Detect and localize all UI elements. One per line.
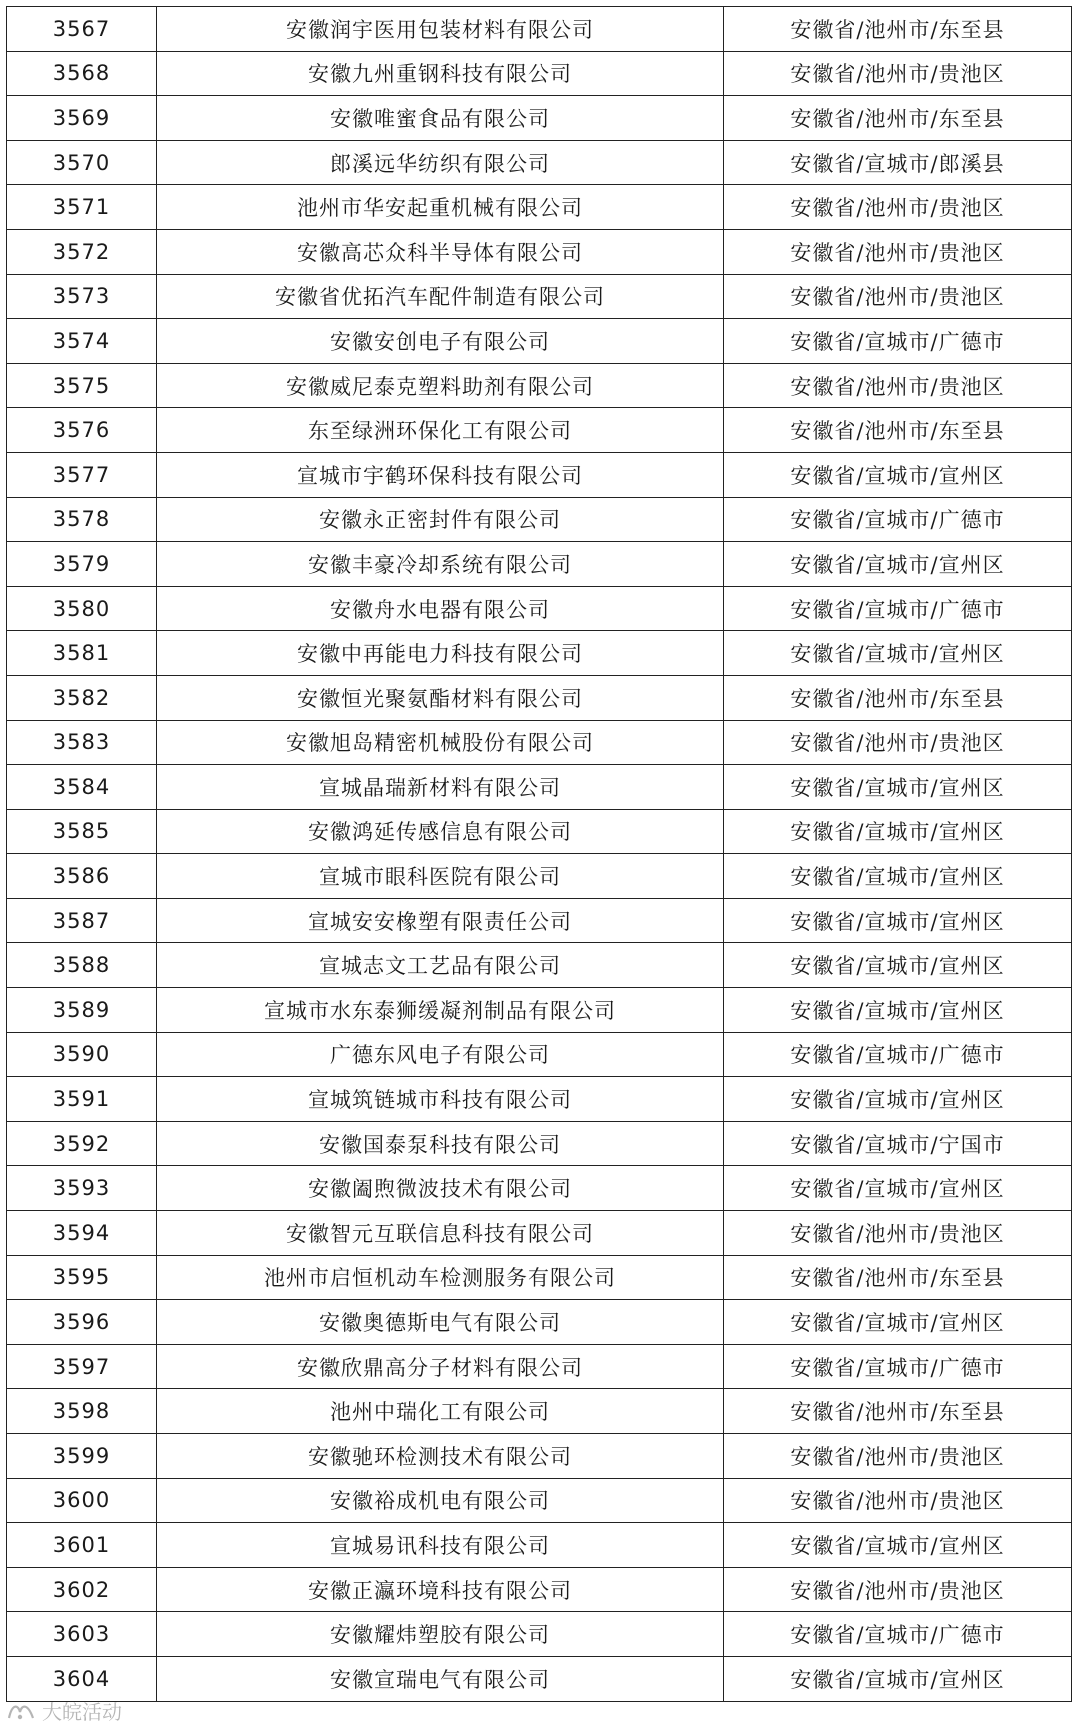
table-row: [7, 765, 1072, 810]
cell-company-name: 安徽永正密封件有限公司: [157, 497, 724, 542]
cell-company-name: 安徽舟水电器有限公司: [157, 586, 724, 631]
cell-company-name: 安徽旭岛精密机械股份有限公司: [157, 720, 724, 765]
cell-company-name: 宣城市水东泰狮缓凝剂制品有限公司: [157, 988, 724, 1033]
table-row: [7, 229, 1072, 274]
cell-number: 3577: [7, 452, 157, 497]
table-row: [7, 363, 1072, 408]
cell-region: 安徽省/池州市/东至县: [724, 7, 1072, 52]
cell-region: 安徽省/宣城市/宣州区: [724, 542, 1072, 587]
logo-icon: [6, 1700, 36, 1722]
cell-company-name: 安徽丰豪冷却系统有限公司: [157, 542, 724, 587]
cell-company-name: 安徽驰环检测技术有限公司: [157, 1434, 724, 1479]
cell-company-name: 安徽中再能电力科技有限公司: [157, 631, 724, 676]
cell-region: 安徽省/宣城市/宣州区: [724, 1077, 1072, 1122]
cell-region: 安徽省/池州市/贵池区: [724, 185, 1072, 230]
cell-region: 安徽省/宣城市/宣州区: [724, 1300, 1072, 1345]
cell-number: 3573: [7, 274, 157, 319]
cell-region: 安徽省/池州市/贵池区: [724, 51, 1072, 96]
cell-region: 安徽省/池州市/贵池区: [724, 274, 1072, 319]
table-row: [7, 1344, 1072, 1389]
cell-company-name: 安徽安创电子有限公司: [157, 319, 724, 364]
table-row: [7, 51, 1072, 96]
cell-region: 安徽省/池州市/东至县: [724, 408, 1072, 453]
table-row: [7, 1389, 1072, 1434]
cell-region: 安徽省/宣城市/宁国市: [724, 1121, 1072, 1166]
cell-company-name: 宣城市眼科医院有限公司: [157, 854, 724, 899]
cell-number: 3570: [7, 140, 157, 185]
cell-company-name: 安徽威尼泰克塑料助剂有限公司: [157, 363, 724, 408]
cell-number: 3584: [7, 765, 157, 810]
cell-number: 3568: [7, 51, 157, 96]
cell-number: 3582: [7, 675, 157, 720]
cell-number: 3586: [7, 854, 157, 899]
cell-region: 安徽省/池州市/贵池区: [724, 1478, 1072, 1523]
cell-number: 3598: [7, 1389, 157, 1434]
cell-number: 3579: [7, 542, 157, 587]
table-row: [7, 1656, 1072, 1701]
cell-region: 安徽省/宣城市/宣州区: [724, 809, 1072, 854]
table-row: [7, 1567, 1072, 1612]
table-row: [7, 898, 1072, 943]
cell-company-name: 安徽国泰泵科技有限公司: [157, 1121, 724, 1166]
watermark-text: 大皖活动: [42, 1700, 122, 1724]
cell-company-name: 安徽九州重钢科技有限公司: [157, 51, 724, 96]
cell-region: 安徽省/池州市/东至县: [724, 675, 1072, 720]
cell-number: 3567: [7, 7, 157, 52]
cell-region: 安徽省/宣城市/宣州区: [724, 452, 1072, 497]
table-row: [7, 497, 1072, 542]
cell-company-name: 池州市启恒机动车检测服务有限公司: [157, 1255, 724, 1300]
cell-number: 3593: [7, 1166, 157, 1211]
cell-region: 安徽省/池州市/东至县: [724, 96, 1072, 141]
cell-number: 3594: [7, 1211, 157, 1256]
cell-number: 3602: [7, 1567, 157, 1612]
cell-region: 安徽省/池州市/贵池区: [724, 1211, 1072, 1256]
cell-company-name: 安徽鸿延传感信息有限公司: [157, 809, 724, 854]
table-row: [7, 1523, 1072, 1568]
cell-company-name: 安徽裕成机电有限公司: [157, 1478, 724, 1523]
cell-region: 安徽省/池州市/贵池区: [724, 363, 1072, 408]
table-row: [7, 1121, 1072, 1166]
cell-region: 安徽省/宣城市/广德市: [724, 1612, 1072, 1657]
cell-company-name: 安徽唯蜜食品有限公司: [157, 96, 724, 141]
cell-region: 安徽省/宣城市/宣州区: [724, 1166, 1072, 1211]
cell-number: 3590: [7, 1032, 157, 1077]
cell-number: 3581: [7, 631, 157, 676]
cell-company-name: 安徽润宇医用包装材料有限公司: [157, 7, 724, 52]
cell-company-name: 广德东风电子有限公司: [157, 1032, 724, 1077]
table-row: [7, 7, 1072, 52]
table-row: [7, 586, 1072, 631]
cell-number: 3574: [7, 319, 157, 364]
cell-number: 3596: [7, 1300, 157, 1345]
cell-number: 3580: [7, 586, 157, 631]
table-row: [7, 854, 1072, 899]
table-row: [7, 1077, 1072, 1122]
cell-company-name: 安徽省优拓汽车配件制造有限公司: [157, 274, 724, 319]
cell-company-name: 安徽智元互联信息科技有限公司: [157, 1211, 724, 1256]
table-row: [7, 140, 1072, 185]
table-body: [7, 7, 1072, 1702]
cell-company-name: 东至绿洲环保化工有限公司: [157, 408, 724, 453]
cell-company-name: 宣城安安橡塑有限责任公司: [157, 898, 724, 943]
cell-region: 安徽省/宣城市/广德市: [724, 319, 1072, 364]
cell-company-name: 宣城易讯科技有限公司: [157, 1523, 724, 1568]
cell-number: 3576: [7, 408, 157, 453]
cell-region: 安徽省/宣城市/宣州区: [724, 1656, 1072, 1701]
cell-region: 安徽省/宣城市/宣州区: [724, 1523, 1072, 1568]
cell-company-name: 池州中瑞化工有限公司: [157, 1389, 724, 1434]
table-row: [7, 274, 1072, 319]
table-row: [7, 1211, 1072, 1256]
table-row: [7, 720, 1072, 765]
cell-company-name: 安徽高芯众科半导体有限公司: [157, 229, 724, 274]
cell-region: 安徽省/宣城市/郎溪县: [724, 140, 1072, 185]
cell-region: 安徽省/池州市/贵池区: [724, 1567, 1072, 1612]
cell-number: 3601: [7, 1523, 157, 1568]
cell-region: 安徽省/宣城市/广德市: [724, 497, 1072, 542]
cell-company-name: 安徽恒光聚氨酯材料有限公司: [157, 675, 724, 720]
cell-region: 安徽省/池州市/贵池区: [724, 229, 1072, 274]
cell-region: 安徽省/宣城市/宣州区: [724, 943, 1072, 988]
table-row: [7, 1032, 1072, 1077]
cell-number: 3585: [7, 809, 157, 854]
cell-region: 安徽省/池州市/东至县: [724, 1389, 1072, 1434]
cell-company-name: 安徽阖煦微波技术有限公司: [157, 1166, 724, 1211]
cell-number: 3600: [7, 1478, 157, 1523]
cell-number: 3599: [7, 1434, 157, 1479]
table-row: [7, 943, 1072, 988]
cell-company-name: 池州市华安起重机械有限公司: [157, 185, 724, 230]
table-row: [7, 1166, 1072, 1211]
cell-region: 安徽省/池州市/贵池区: [724, 1434, 1072, 1479]
cell-company-name: 宣城志文工艺品有限公司: [157, 943, 724, 988]
cell-number: 3592: [7, 1121, 157, 1166]
table-row: [7, 631, 1072, 676]
table-row: [7, 988, 1072, 1033]
table-row: [7, 1612, 1072, 1657]
table-row: [7, 542, 1072, 587]
cell-company-name: 安徽正瀛环境科技有限公司: [157, 1567, 724, 1612]
cell-company-name: 安徽宣瑞电气有限公司: [157, 1656, 724, 1701]
table-row: [7, 1255, 1072, 1300]
cell-number: 3603: [7, 1612, 157, 1657]
cell-region: 安徽省/池州市/贵池区: [724, 720, 1072, 765]
cell-region: 安徽省/宣城市/广德市: [724, 1032, 1072, 1077]
cell-number: 3595: [7, 1255, 157, 1300]
cell-region: 安徽省/池州市/东至县: [724, 1255, 1072, 1300]
cell-company-name: 郎溪远华纺织有限公司: [157, 140, 724, 185]
cell-number: 3588: [7, 943, 157, 988]
table-row: [7, 675, 1072, 720]
cell-number: 3597: [7, 1344, 157, 1389]
cell-company-name: 宣城市宇鹤环保科技有限公司: [157, 452, 724, 497]
cell-number: 3587: [7, 898, 157, 943]
table-row: [7, 319, 1072, 364]
cell-company-name: 安徽奥德斯电气有限公司: [157, 1300, 724, 1345]
cell-company-name: 安徽欣鼎高分子材料有限公司: [157, 1344, 724, 1389]
table-row: [7, 452, 1072, 497]
cell-company-name: 宣城晶瑞新材料有限公司: [157, 765, 724, 810]
table-row: [7, 1300, 1072, 1345]
table-row: [7, 408, 1072, 453]
cell-region: 安徽省/宣城市/宣州区: [724, 898, 1072, 943]
company-table: [6, 6, 1072, 1702]
table-row: [7, 1434, 1072, 1479]
cell-number: 3583: [7, 720, 157, 765]
cell-number: 3589: [7, 988, 157, 1033]
table-row: [7, 1478, 1072, 1523]
cell-number: 3591: [7, 1077, 157, 1122]
table-row: [7, 185, 1072, 230]
cell-region: 安徽省/宣城市/广德市: [724, 586, 1072, 631]
cell-region: 安徽省/宣城市/广德市: [724, 1344, 1072, 1389]
cell-region: 安徽省/宣城市/宣州区: [724, 631, 1072, 676]
cell-number: 3604: [7, 1656, 157, 1701]
cell-region: 安徽省/宣城市/宣州区: [724, 765, 1072, 810]
table-row: [7, 96, 1072, 141]
cell-region: 安徽省/宣城市/宣州区: [724, 854, 1072, 899]
cell-number: 3572: [7, 229, 157, 274]
cell-number: 3575: [7, 363, 157, 408]
cell-region: 安徽省/宣城市/宣州区: [724, 988, 1072, 1033]
cell-company-name: 安徽耀炜塑胶有限公司: [157, 1612, 724, 1657]
cell-number: 3578: [7, 497, 157, 542]
cell-number: 3571: [7, 185, 157, 230]
table-row: [7, 809, 1072, 854]
cell-company-name: 宣城筑链城市科技有限公司: [157, 1077, 724, 1122]
cell-number: 3569: [7, 96, 157, 141]
